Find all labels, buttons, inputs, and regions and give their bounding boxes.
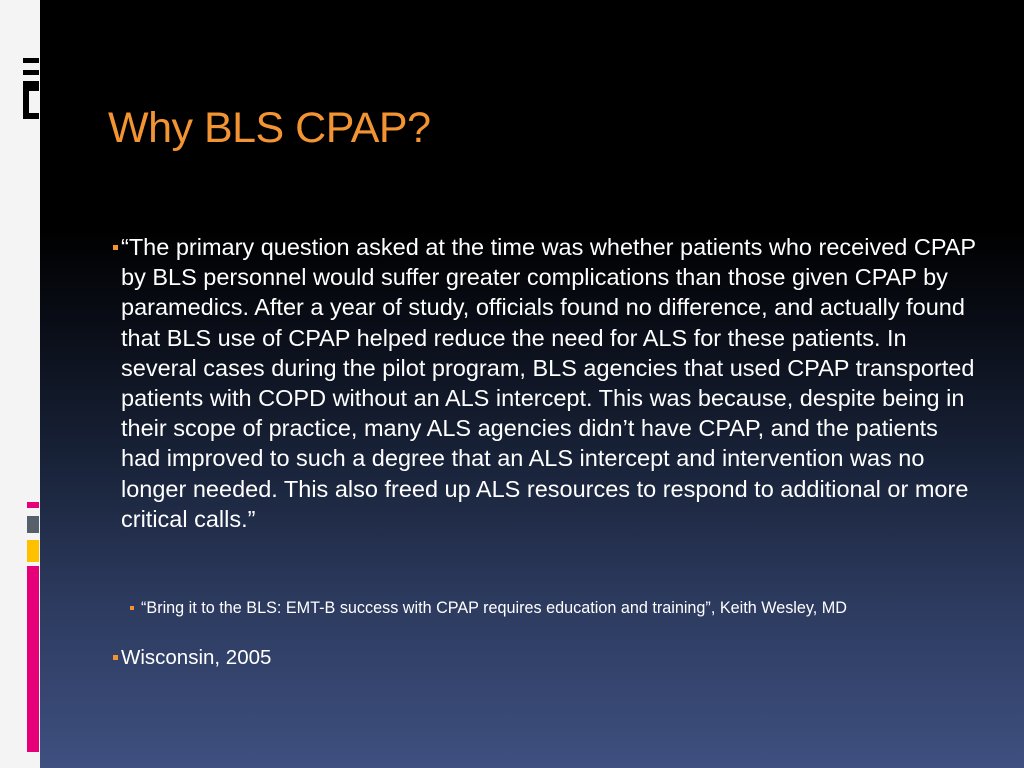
citation-text: “Bring it to the BLS: EMT-B success with CPAP requires education and training”, Keith Wesley, MD bbox=[141, 599, 847, 617]
strip-mark-block-cutout bbox=[29, 91, 39, 113]
strip-mark-gold bbox=[27, 540, 39, 562]
location-bullet-item bbox=[112, 645, 512, 671]
location-text: Wisconsin, 2005 bbox=[121, 646, 272, 669]
slide-title: Why BLS CPAP? bbox=[108, 104, 431, 152]
square-bullet-icon bbox=[113, 245, 118, 250]
citation-bullet-item bbox=[130, 598, 930, 619]
strip-mark-magenta-long bbox=[27, 566, 39, 752]
left-decorative-strip bbox=[0, 0, 40, 768]
quote-text: “The primary question asked at the time was whether patients who received CPAP by BLS personnel would suffer greater complications than those given CPAP by paramedics. After a year of study, officials found no difference, and actually found that BLS use of CPAP helped reduce the need for ALS for these patients. In several cases during the pilot program, BLS agencies that used CPAP transported patients with COPD without an ALS intercept. This was because, despite being in their scope of practice, many ALS agencies didn’t have CPAP, and the patients had improved to such a degree that an ALS intercept and intervention was no longer needed. This also freed up ALS resources to respond to additional or more critical calls.” bbox=[121, 234, 976, 532]
quote-bullet-item bbox=[112, 232, 980, 534]
strip-mark-slate bbox=[27, 516, 39, 533]
strip-mark-black-bar-2 bbox=[23, 70, 39, 75]
square-bullet-icon bbox=[113, 655, 118, 660]
square-bullet-icon bbox=[130, 606, 134, 610]
strip-mark-black-bar-1 bbox=[23, 58, 39, 63]
strip-mark-magenta-small bbox=[27, 502, 39, 508]
